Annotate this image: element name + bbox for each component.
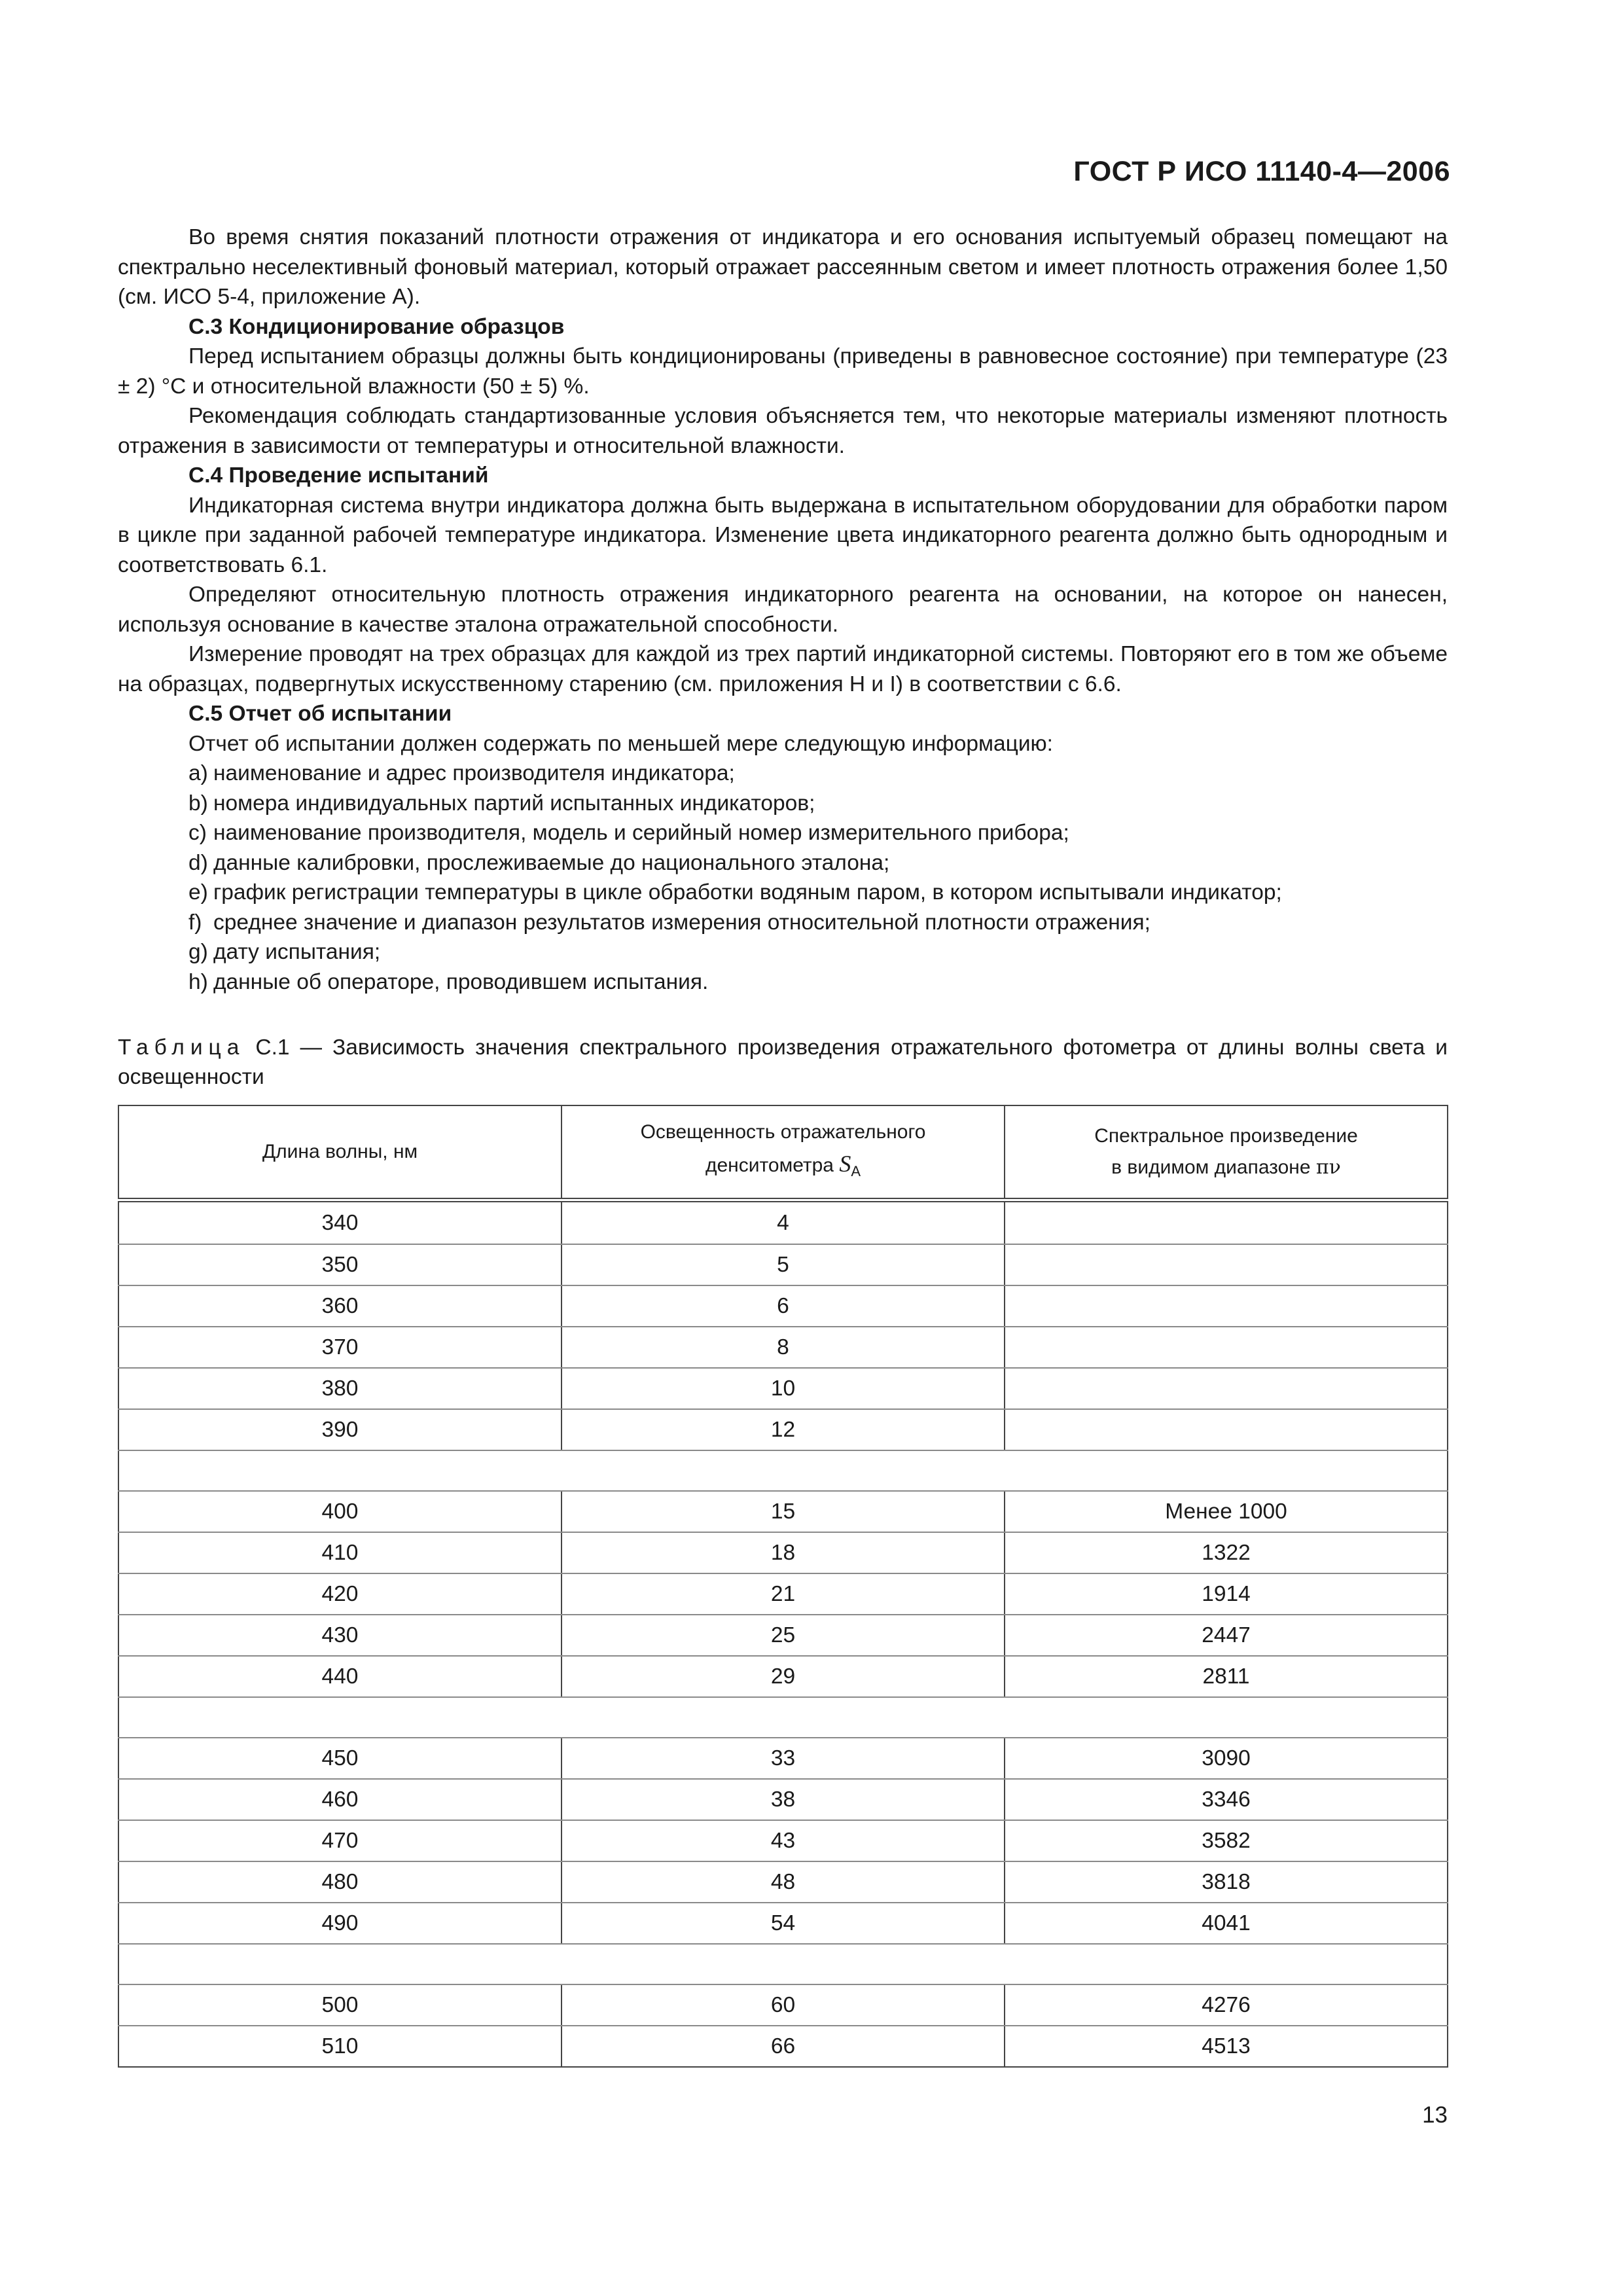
cell-illuminance: 38 xyxy=(562,1779,1005,1820)
header-wavelength: Длина волны, нм xyxy=(118,1105,562,1200)
table-row xyxy=(118,1532,1448,1573)
cell-illuminance: 12 xyxy=(562,1409,1005,1450)
cell-wavelength: 350 xyxy=(118,1244,562,1285)
section-heading-c5: С.5 Отчет об испытании xyxy=(188,702,452,726)
list-item-text: среднее значение и диапазон результатов измерения относительной плотности отражения; xyxy=(213,910,1150,935)
cell-illuminance: 18 xyxy=(562,1532,1005,1573)
section-heading-c4: С.4 Проведение испытаний xyxy=(188,463,489,488)
cell-spectral-product: Менее 1000 xyxy=(1005,1491,1448,1532)
paragraph: Рекомендация соблюдать стандартизованные условия объясняется тем, что некоторые материалы изменяют плотность отражения в зависимости от температуры и относительной влажности. xyxy=(118,404,1448,458)
cell-wavelength: 490 xyxy=(118,1903,562,1944)
cell-illuminance: 8 xyxy=(562,1327,1005,1368)
table-row xyxy=(118,1200,1448,1245)
cell-illuminance: 33 xyxy=(562,1738,1005,1779)
paragraph: Измерение проводят на трех образцах для каждой из трех партий индикаторной системы. Повторяют его в том же объеме на образцах, подвергнутых искусственному старению (см. приложения Н и I) в соответствии с 6.6. xyxy=(118,642,1448,696)
table-group-separator xyxy=(118,1450,1448,1491)
cell-illuminance: 29 xyxy=(562,1656,1005,1697)
list-item xyxy=(118,789,1448,819)
cell-illuminance: 6 xyxy=(562,1285,1005,1327)
table-row xyxy=(118,1573,1448,1615)
cell-wavelength: 360 xyxy=(118,1285,562,1327)
cell-illuminance: 25 xyxy=(562,1615,1005,1656)
table-row xyxy=(118,1820,1448,1861)
symbol-s-subscript: A xyxy=(851,1163,861,1179)
cell-spectral-product xyxy=(1005,1244,1448,1285)
table-row xyxy=(118,1656,1448,1697)
table-row xyxy=(118,1779,1448,1820)
symbol-s: S xyxy=(839,1151,851,1177)
paragraph: Во время снятия показаний плотности отражения от индикатора и его основания испытуемый образец помещают на спектрально неселективный фоновый материал, который отражает рассеянным светом и имеет плотность отражения более 1,50 (см. ИСО 5-4, приложение А). xyxy=(118,225,1448,309)
cell-spectral-product xyxy=(1005,1285,1448,1327)
cell-spectral-product: 3090 xyxy=(1005,1738,1448,1779)
table-row xyxy=(118,1285,1448,1327)
table-caption-text: С.1 — Зависимость значения спектрального произведения отражательного фотометра от длины волны света и освещенности xyxy=(118,1035,1448,1089)
list-item-marker: с) xyxy=(188,821,207,845)
table-row xyxy=(118,2026,1448,2067)
cell-wavelength: 430 xyxy=(118,1615,562,1656)
section-heading-c3: С.3 Кондиционирование образцов xyxy=(188,314,565,339)
cell-wavelength: 380 xyxy=(118,1368,562,1409)
header-spectral-product: Спектральное произведение в видимом диапазоне πν xyxy=(1005,1105,1448,1200)
table-caption-tag: Таблица xyxy=(118,1035,245,1060)
cell-wavelength: 340 xyxy=(118,1200,562,1245)
list-item-text: данные об операторе, проводившем испытания. xyxy=(213,969,709,994)
table-row xyxy=(118,1409,1448,1450)
cell-spectral-product: 3346 xyxy=(1005,1779,1448,1820)
table-row xyxy=(118,1491,1448,1532)
cell-wavelength: 370 xyxy=(118,1327,562,1368)
list-item xyxy=(118,908,1448,938)
cell-wavelength: 460 xyxy=(118,1779,562,1820)
cell-wavelength: 400 xyxy=(118,1491,562,1532)
body-text xyxy=(118,223,1448,997)
table-row xyxy=(118,1368,1448,1409)
paragraph: Определяют относительную плотность отражения индикаторного реагента на основании, на которое он нанесен, используя основание в качестве эталона отражательной способности. xyxy=(118,583,1448,637)
document-id: ГОСТ Р ИСО 11140-4—2006 xyxy=(1073,156,1450,187)
cell-wavelength: 410 xyxy=(118,1532,562,1573)
cell-spectral-product: 4513 xyxy=(1005,2026,1448,2067)
cell-spectral-product xyxy=(1005,1200,1448,1245)
cell-wavelength: 440 xyxy=(118,1656,562,1697)
table-group-separator xyxy=(118,1944,1448,1984)
cell-wavelength: 480 xyxy=(118,1861,562,1903)
table-row xyxy=(118,1984,1448,2026)
cell-spectral-product: 3818 xyxy=(1005,1861,1448,1903)
cell-spectral-product: 4276 xyxy=(1005,1984,1448,2026)
list-item-text: дату испытания; xyxy=(213,940,381,964)
list-item-marker: f) xyxy=(188,910,202,935)
table-body xyxy=(118,1200,1448,2068)
list-item xyxy=(118,967,1448,997)
cell-spectral-product: 4041 xyxy=(1005,1903,1448,1944)
list-item-text: график регистрации температуры в цикле обработки водяным паром, в котором испытывали индикатор; xyxy=(213,880,1282,905)
cell-wavelength: 390 xyxy=(118,1409,562,1450)
paragraph: Индикаторная система внутри индикатора должна быть выдержана в испытательном оборудовании для обработки паром в цикле при заданной рабочей температуре индикатора. Изменение цвета индикаторного реагента должно быть однородным и соответствовать 6.1. xyxy=(118,493,1448,577)
list-item xyxy=(118,848,1448,878)
cell-spectral-product: 2811 xyxy=(1005,1656,1448,1697)
table-caption xyxy=(118,1033,1448,1092)
cell-illuminance: 43 xyxy=(562,1820,1005,1861)
page-number: 13 xyxy=(1422,2102,1448,2128)
cell-illuminance: 10 xyxy=(562,1368,1005,1409)
list-item xyxy=(118,818,1448,848)
list-item-text: данные калибровки, прослеживаемые до национального эталона; xyxy=(213,850,890,875)
cell-illuminance: 4 xyxy=(562,1200,1005,1245)
cell-wavelength: 510 xyxy=(118,2026,562,2067)
cell-illuminance: 5 xyxy=(562,1244,1005,1285)
symbol-pi-nu: πν xyxy=(1315,1156,1341,1179)
report-items-list xyxy=(118,759,1448,997)
list-item-text: номера индивидуальных партий испытанных индикаторов; xyxy=(213,791,815,816)
cell-wavelength: 450 xyxy=(118,1738,562,1779)
table-row xyxy=(118,1861,1448,1903)
cell-illuminance: 66 xyxy=(562,2026,1005,2067)
cell-wavelength: 500 xyxy=(118,1984,562,2026)
list-item-text: наименование и адрес производителя индикатора; xyxy=(213,761,735,785)
list-item xyxy=(118,878,1448,908)
header-illuminance: Освещенность отражательного денситометра $S_A$ xyxy=(562,1105,1005,1200)
cell-illuminance: 21 xyxy=(562,1573,1005,1615)
list-item xyxy=(118,759,1448,789)
cell-spectral-product: 1914 xyxy=(1005,1573,1448,1615)
cell-illuminance: 54 xyxy=(562,1903,1005,1944)
list-item-marker: g) xyxy=(188,940,208,964)
list-item-marker: b) xyxy=(188,791,208,816)
table-row xyxy=(118,1903,1448,1944)
table-row xyxy=(118,1327,1448,1368)
cell-spectral-product xyxy=(1005,1368,1448,1409)
table-row xyxy=(118,1738,1448,1779)
spectral-product-table xyxy=(118,1105,1448,2068)
table-group-separator xyxy=(118,1697,1448,1738)
list-item-marker: а) xyxy=(188,761,208,785)
list-item xyxy=(118,937,1448,967)
list-item-marker: е) xyxy=(188,880,208,905)
cell-wavelength: 420 xyxy=(118,1573,562,1615)
list-item-marker: h) xyxy=(188,969,208,994)
cell-spectral-product: 2447 xyxy=(1005,1615,1448,1656)
cell-spectral-product xyxy=(1005,1409,1448,1450)
cell-illuminance: 60 xyxy=(562,1984,1005,2026)
cell-spectral-product: 3582 xyxy=(1005,1820,1448,1861)
cell-illuminance: 48 xyxy=(562,1861,1005,1903)
cell-illuminance: 15 xyxy=(562,1491,1005,1532)
paragraph: Перед испытанием образцы должны быть кондиционированы (приведены в равновесное состояние) при температуре (23 ± 2) °С и относительной влажности (50 ± 5) %. xyxy=(118,344,1448,399)
cell-spectral-product xyxy=(1005,1327,1448,1368)
table-row xyxy=(118,1615,1448,1656)
cell-spectral-product: 1322 xyxy=(1005,1532,1448,1573)
paragraph: Отчет об испытании должен содержать по меньшей мере следующую информацию: xyxy=(188,731,1053,756)
table-header-row xyxy=(118,1105,1448,1200)
list-item-marker: d) xyxy=(188,850,208,875)
table-row xyxy=(118,1244,1448,1285)
list-item-text: наименование производителя, модель и серийный номер измерительного прибора; xyxy=(213,821,1069,845)
cell-wavelength: 470 xyxy=(118,1820,562,1861)
